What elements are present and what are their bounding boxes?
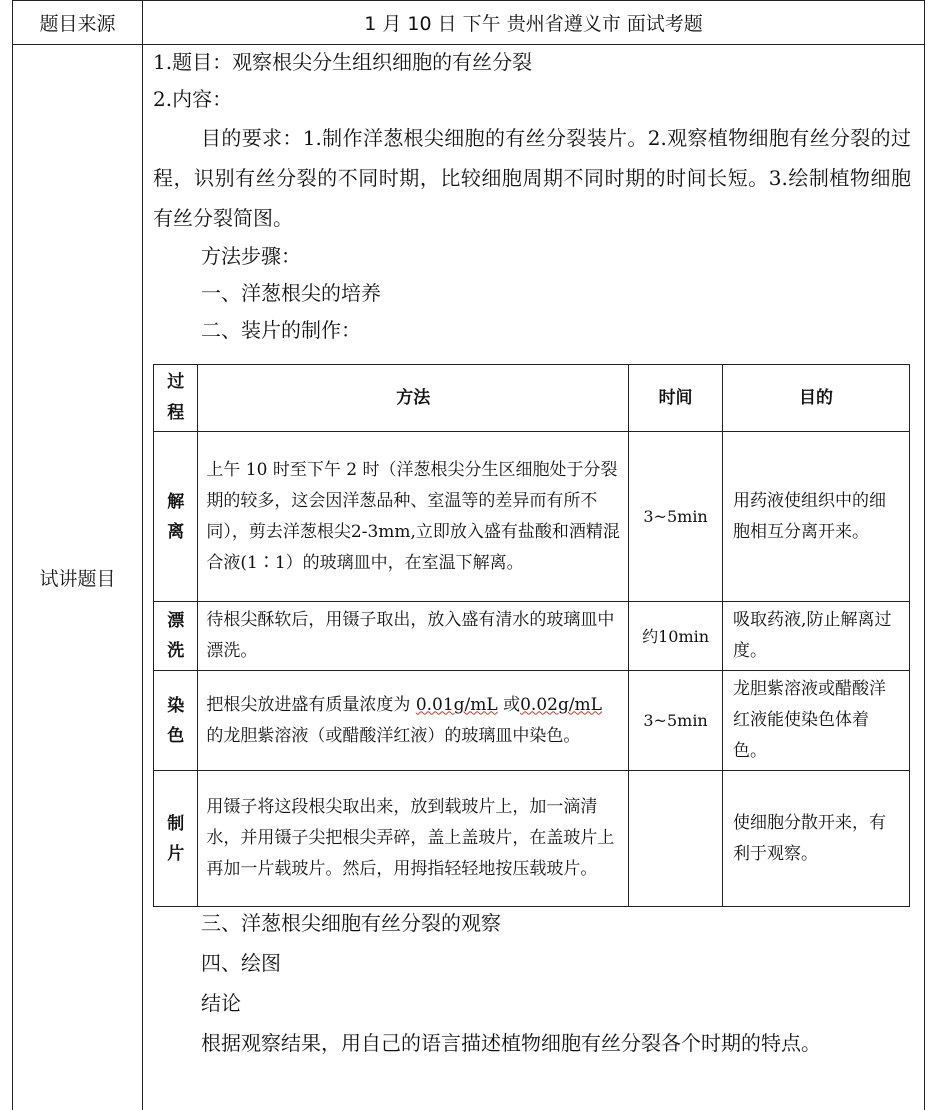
step-4: 四、绘图 — [201, 951, 281, 975]
method-text: 把根尖放进盛有质量浓度为 — [206, 694, 416, 715]
stage-cell: 漂洗 — [154, 602, 198, 671]
header-purpose: 目的 — [723, 365, 910, 432]
conclusion-label: 结论 — [201, 991, 241, 1015]
time-cell — [629, 771, 723, 907]
time-cell: 3~5min — [629, 432, 723, 602]
table-row — [154, 432, 910, 602]
table-row — [154, 602, 910, 671]
step-3: 三、洋葱根尖细胞有丝分裂的观察 — [201, 911, 501, 935]
lecture-content — [153, 44, 913, 349]
method-cell — [198, 671, 629, 771]
step-2: 二、装片的制作： — [201, 318, 361, 342]
purpose-cell: 龙胆紫溶液或醋酸洋红液能使染色体着色。 — [723, 671, 910, 771]
concentration-1: 0.01g/mL — [415, 694, 498, 715]
lecture-topic-label: 试讲题目 — [12, 44, 143, 1110]
remaining-steps — [153, 903, 913, 1063]
purpose-cell: 用药液使组织中的细胞相互分离开来。 — [723, 432, 910, 602]
stage-cell: 解离 — [154, 432, 198, 602]
purpose-cell: 吸取药液,防止解离过度。 — [723, 602, 910, 671]
method-cell: 待根尖酥软后，用镊子取出，放入盛有清水的玻璃皿中漂洗。 — [198, 602, 629, 671]
content-label: 2.内容： — [153, 87, 233, 111]
topic-line: 1.题目：观察根尖分生组织细胞的有丝分裂 — [153, 50, 533, 74]
method-cell: 上午 10 时至下午 2 时（洋葱根尖分生区细胞处于分裂期的较多，这会因洋葱品种、室温等的差异而有所不同），剪去洋葱根尖2-3mm,立即放入盛有盐酸和酒精混合液(1∶1）的玻璃皿中，在室温下解离。 — [198, 432, 629, 602]
time-cell: 3~5min — [629, 671, 723, 771]
stage-cell: 染色 — [154, 671, 198, 771]
source-value: 1 月 10 日 下午 贵州省遵义市 面试考题 — [142, 0, 925, 45]
concentration-2: 0.02g/mL — [520, 694, 602, 715]
header-stage: 过程 — [154, 365, 198, 432]
time-cell: 约10min — [629, 602, 723, 671]
step-1: 一、洋葱根尖的培养 — [201, 281, 381, 305]
steps-title: 方法步骤： — [201, 244, 301, 268]
header-time: 时间 — [629, 365, 723, 432]
source-label: 题目来源 — [12, 0, 143, 45]
header-method: 方法 — [198, 365, 629, 432]
method-text: 或 — [497, 694, 521, 715]
table-row — [154, 671, 910, 771]
goals-paragraph: 目的要求：1.制作洋葱根尖细胞的有丝分裂装片。2.观察植物细胞有丝分裂的过程，识别有丝分裂的不同时期，比较细胞周期不同时期的时间长短。3.绘制植物细胞有丝分裂简图。 — [153, 126, 911, 230]
table-header-row — [154, 365, 910, 432]
method-text: 的龙胆紫溶液（或醋酸洋红液）的玻璃皿中染色。 — [206, 725, 581, 746]
method-cell: 用镊子将这段根尖取出来，放到载玻片上，加一滴清水，并用镊子尖把根尖弄碎，盖上盖玻片，在盖玻片上再加一片载玻片。然后，用拇指轻轻地按压载玻片。 — [198, 771, 629, 907]
table-row — [154, 771, 910, 907]
procedure-table — [153, 364, 910, 907]
conclusion-paragraph: 根据观察结果，用自己的语言描述植物细胞有丝分裂各个时期的特点。 — [201, 1031, 821, 1055]
purpose-cell: 使细胞分散开来，有利于观察。 — [723, 771, 910, 907]
stage-cell: 制片 — [154, 771, 198, 907]
